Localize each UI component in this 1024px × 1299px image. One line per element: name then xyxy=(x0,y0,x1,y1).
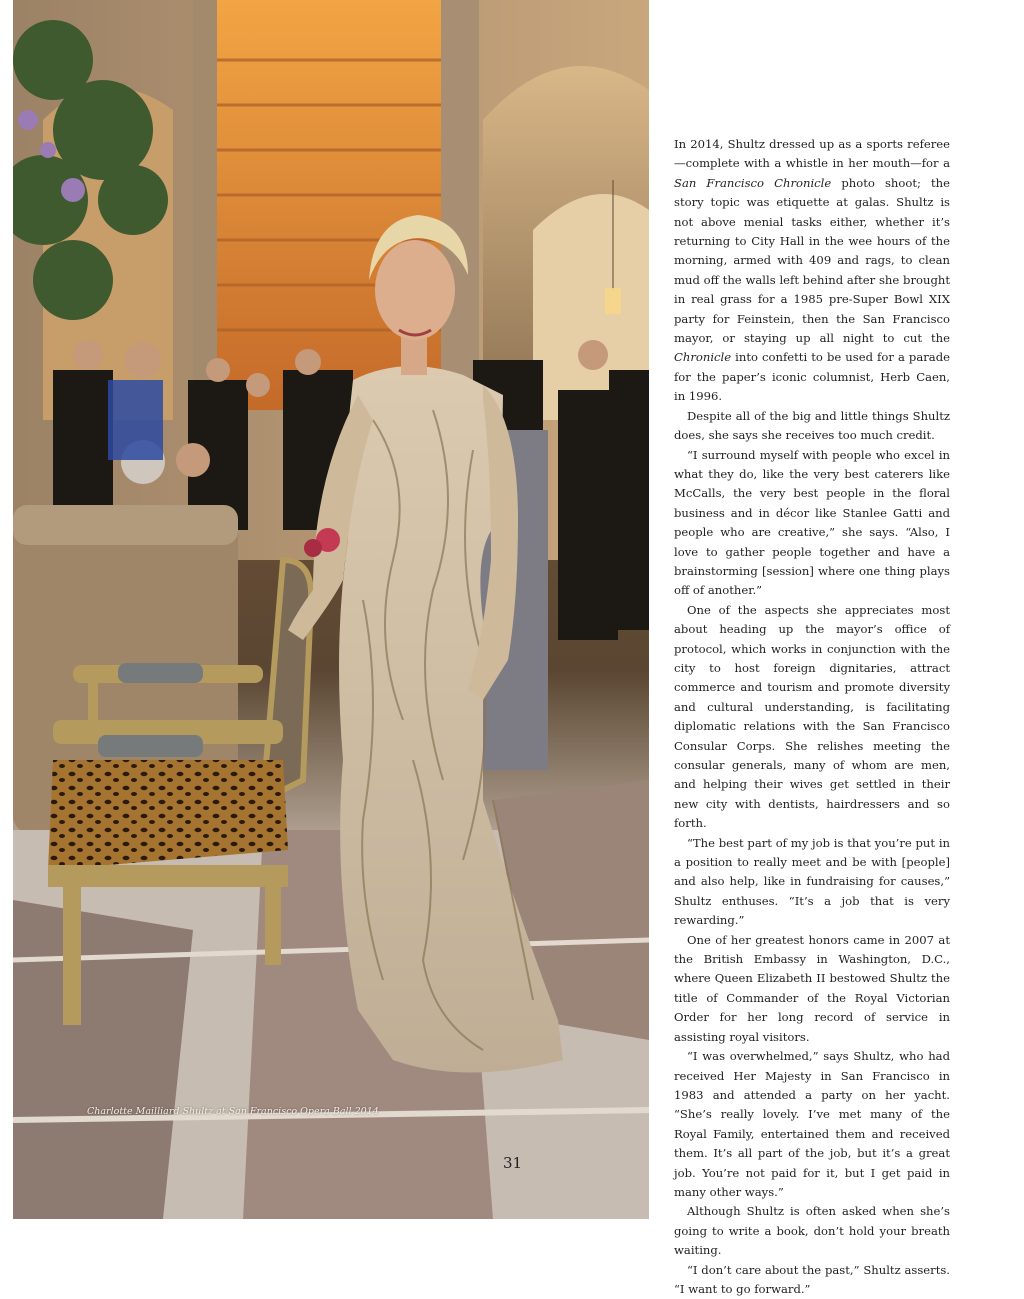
article-body xyxy=(674,135,950,1299)
article-paragraph: “The best part of my job is that you’re put in a position to really meet and be with [people] and also help, like in fundraising for causes,” Shultz enthuses. “It’s a job that is very rewarding.” xyxy=(674,835,950,928)
article-paragraph: Although Shultz is often asked when she’s going to write a book, don’t hold your breath waiting. xyxy=(674,1204,950,1258)
publication-name: Chronicle xyxy=(674,350,732,365)
article-paragraph: “I surround myself with people who excel in what they do, like the very best caterers like McCalls, the very best people in the floral business and in décor like Stanlee Gatti and people who are creative,” she says. “Also, I love to gather people together and have a brainstorming [session] where one thing plays off of another.” xyxy=(674,447,950,598)
article-paragraph: One of her greatest honors came in 2007 at the British Embassy in Washington, D.C., where Queen Elizabeth II bestowed Shultz the title of Commander of the Royal Victorian Order for her long record of service in assisting royal visitors. xyxy=(674,932,950,1044)
event-photo xyxy=(13,0,649,1219)
article-paragraph: “I don’t care about the past,” Shultz asserts. “I want to go forward.” xyxy=(674,1262,950,1296)
article-paragraph: In 2014, Shultz dressed up as a sports referee—complete with a whistle in her mouth—for a San Francisco Chronicle photo shoot; the story topic was etiquette at galas. Shultz is not above menial tasks either, whether it’s returning to City Hall in the wee hours of the morning, armed with 409 and rags, to clean mud off the walls left behind after she brought in real grass for a 1985 pre-Super Bowl XIX party for Feinstein, then the San Francisco mayor, or staying up all night to cut the Chronicle into confetti to be used for a parade for the paper’s iconic columnist, Herb Caen, in 1996. xyxy=(674,137,950,404)
page-number: 31 xyxy=(503,1154,523,1172)
publication-name: San Francisco Chronicle xyxy=(674,175,832,190)
article-paragraph: Despite all of the big and little things Shultz does, she says she receives too much credit. xyxy=(674,408,950,443)
article-paragraph: “I was overwhelmed,” says Shultz, who had received Her Majesty in San Francisco in 1983 and attended a party on her yacht. “She’s really lovely. I’ve met many of the Royal Family, entertained them and received them. It’s all part of the job, but it’s a great job. You’re not paid for it, but I get paid in many other ways.” xyxy=(674,1049,950,1199)
article-paragraph: One of the aspects she appreciates most about heading up the mayor’s office of protocol, which works in conjunction with the city to host foreign dignitaries, attract commerce and tourism and promote diversity and cultural understanding, is facilitating diplomatic relations with the San Francisco Consular Corps. She relishes meeting the consular generals, many of whom are men, and helping their wives get settled in their new city with dentists, hairdressers and so forth. xyxy=(674,602,950,831)
photo-caption: Charlotte Mailliard Shultz at San Francisco Opera Ball 2014 xyxy=(87,1106,379,1117)
event-photo-illustration xyxy=(13,0,649,1219)
